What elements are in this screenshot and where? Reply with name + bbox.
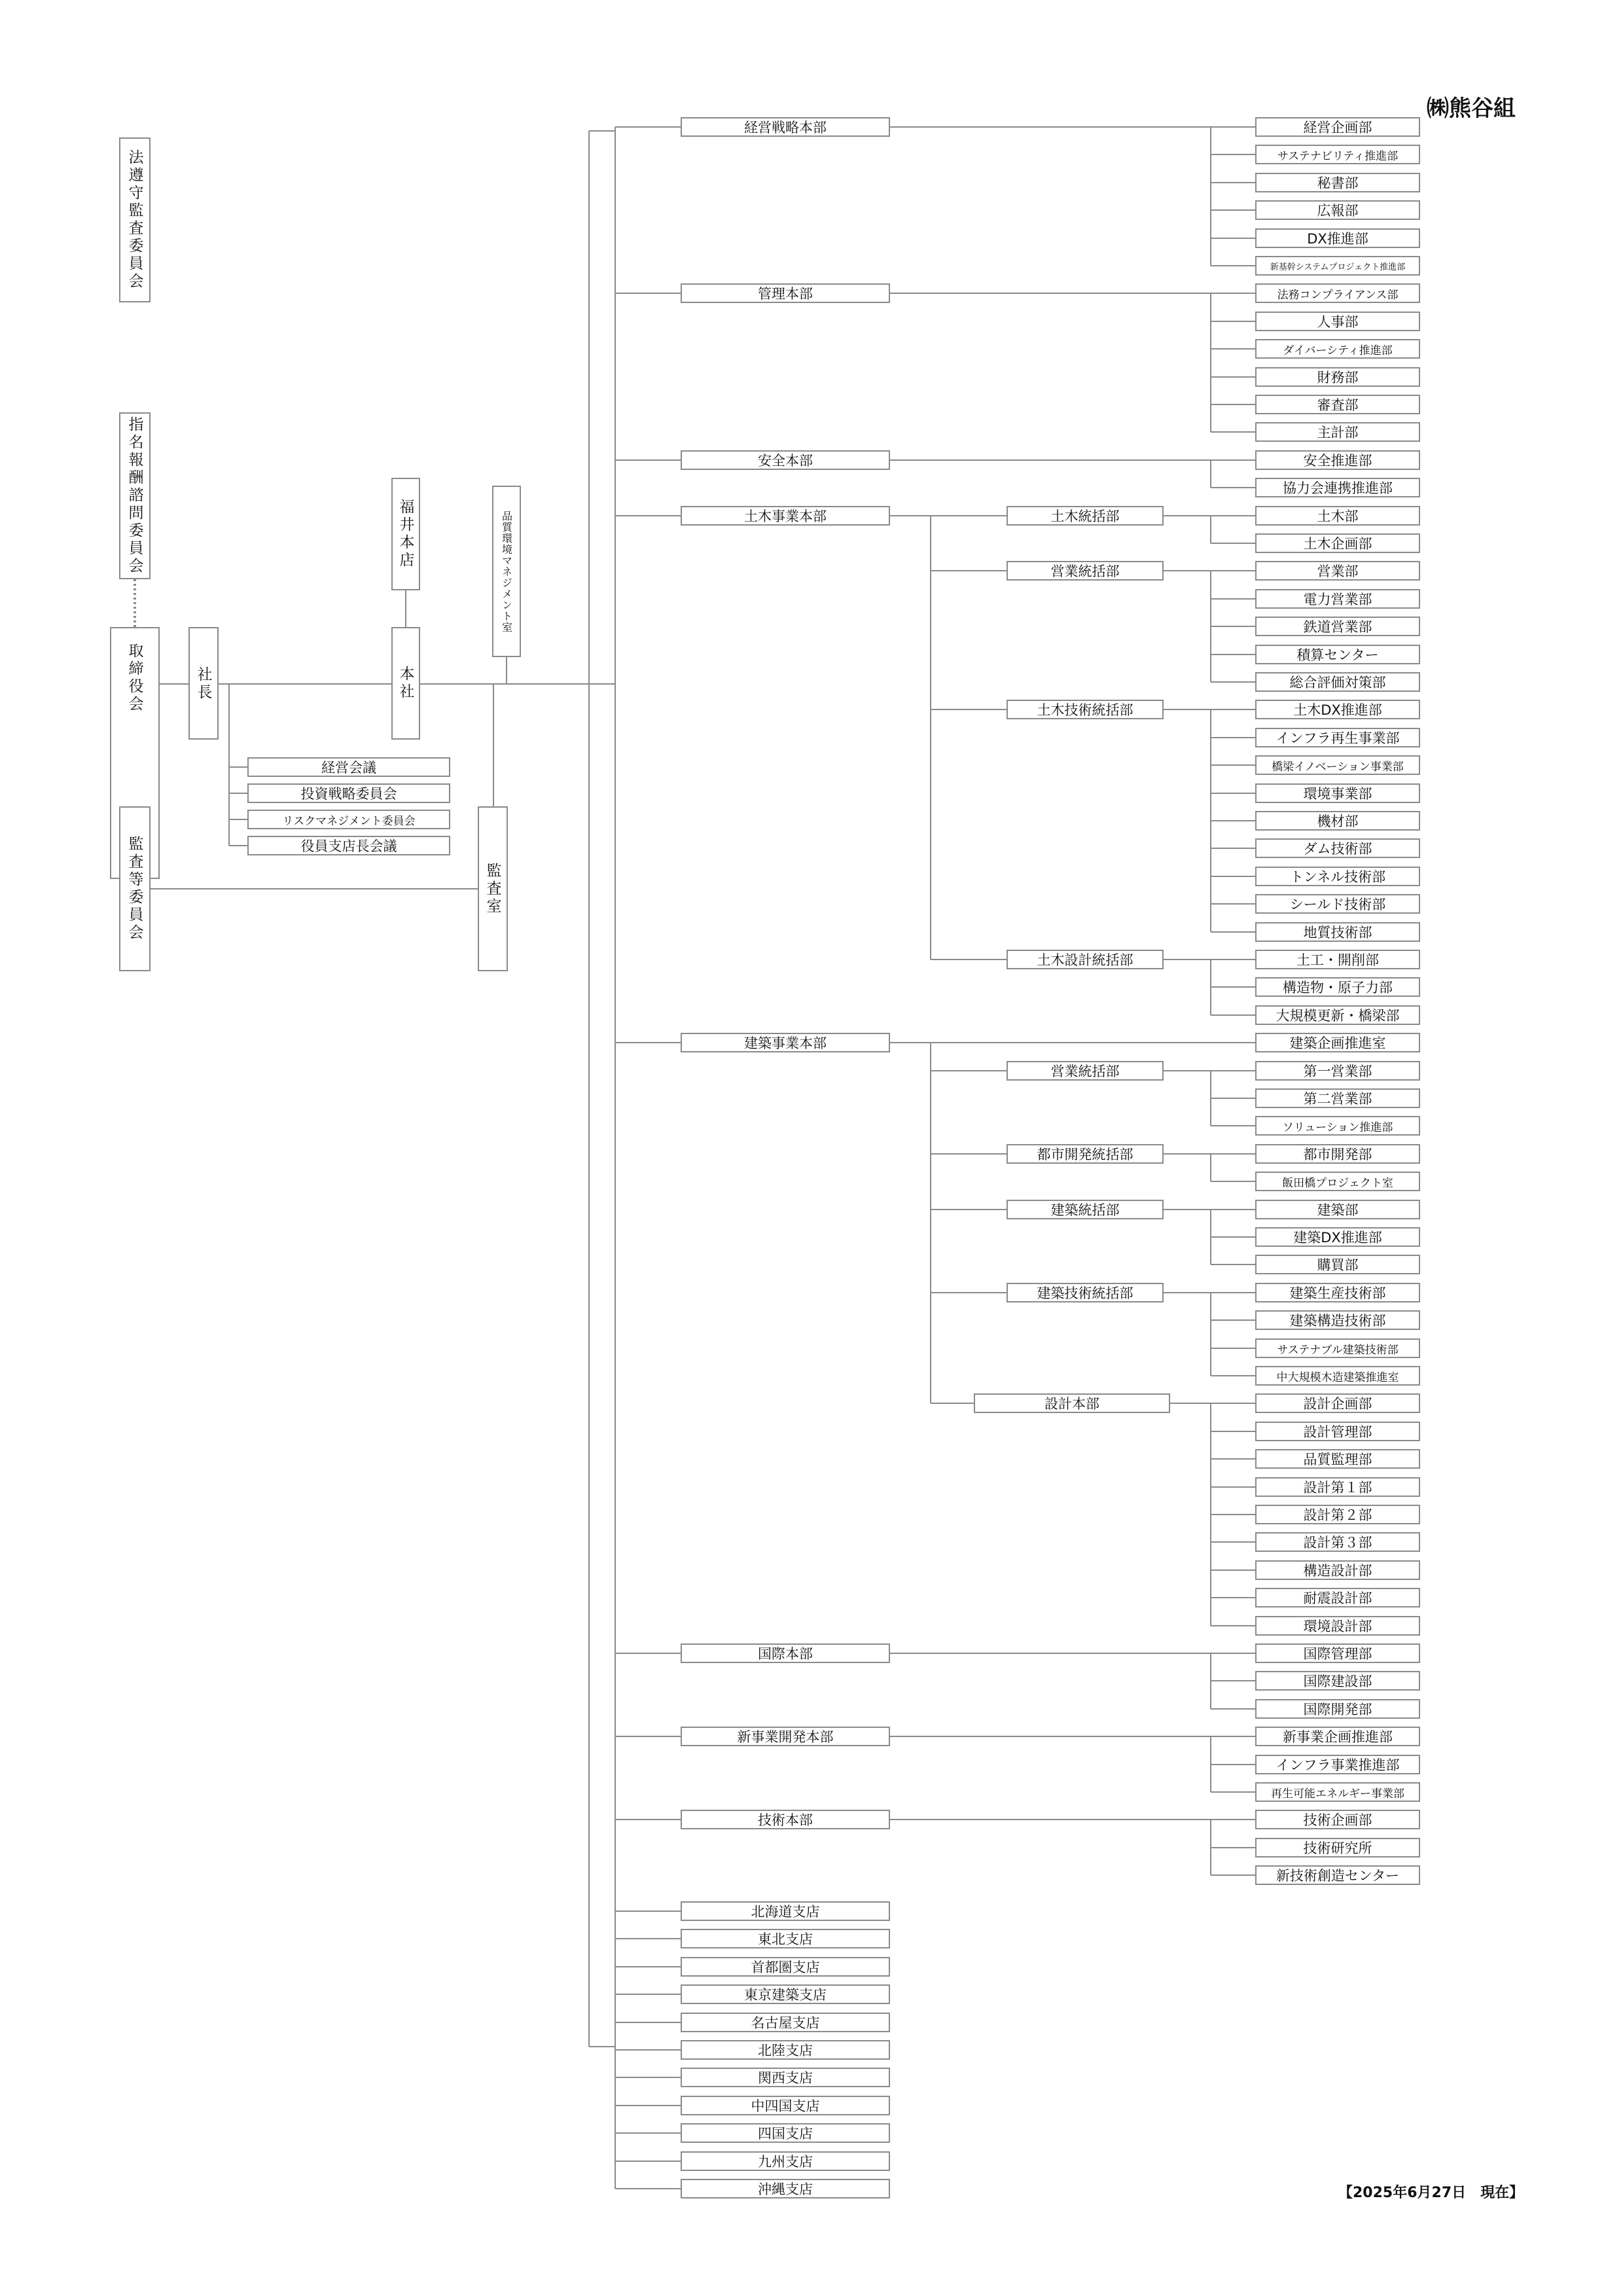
department-box: サステナビリティ推進部 bbox=[1255, 145, 1420, 164]
department-box: 国際開発部 bbox=[1255, 1699, 1420, 1719]
department-box: 環境設計部 bbox=[1255, 1616, 1420, 1636]
division-box: 土木設計統括部 bbox=[1007, 950, 1164, 969]
branch-box: 名古屋支店 bbox=[681, 2013, 890, 2032]
compliance-audit-committee: 法遵守監査委員会 bbox=[119, 137, 151, 302]
as-of-date: 【2025年6月27日 現在】 bbox=[1338, 2185, 1524, 2201]
department-box: 審査部 bbox=[1255, 395, 1420, 414]
branch-box: 北陸支店 bbox=[681, 2040, 890, 2060]
department-box: 設計第２部 bbox=[1255, 1505, 1420, 1524]
branch-box: 東京建築支店 bbox=[681, 1984, 890, 2004]
department-box: 中大規模木造建築推進室 bbox=[1255, 1366, 1420, 1386]
headquarters-box: 管理本部 bbox=[681, 283, 890, 303]
committee-box: 投資戦略委員会 bbox=[247, 783, 450, 803]
division-box: 土木技術統括部 bbox=[1007, 700, 1164, 719]
department-box: 総合評価対策部 bbox=[1255, 672, 1420, 692]
department-box: 耐震設計部 bbox=[1255, 1588, 1420, 1607]
head-office: 本社 bbox=[391, 627, 420, 740]
department-box: 広報部 bbox=[1255, 200, 1420, 220]
department-box: 安全推進部 bbox=[1255, 450, 1420, 470]
department-box: 主計部 bbox=[1255, 422, 1420, 442]
department-box: 営業部 bbox=[1255, 561, 1420, 581]
department-box: ダム技術部 bbox=[1255, 838, 1420, 858]
department-box: 地質技術部 bbox=[1255, 922, 1420, 942]
department-box: 国際建設部 bbox=[1255, 1671, 1420, 1691]
department-box: 建築DX推進部 bbox=[1255, 1227, 1420, 1247]
department-box: 購買部 bbox=[1255, 1255, 1420, 1274]
department-box: 再生可能エネルギー事業部 bbox=[1255, 1782, 1420, 1802]
nomination-remuneration-committee: 指名報酬諮問委員会 bbox=[119, 412, 151, 579]
division-box: 建築技術統括部 bbox=[1007, 1283, 1164, 1302]
department-box: 大規模更新・橋梁部 bbox=[1255, 1005, 1420, 1025]
department-box: インフラ再生事業部 bbox=[1255, 728, 1420, 747]
division-box: 設計本部 bbox=[974, 1393, 1170, 1413]
president-label: 社長 bbox=[194, 666, 212, 702]
headquarters-box: 土木事業本部 bbox=[681, 506, 890, 526]
president bbox=[188, 627, 219, 740]
board-of-directors-label: 取締役会 bbox=[126, 643, 143, 713]
division-box: 建築統括部 bbox=[1007, 1200, 1164, 1219]
headquarters-box: 建築事業本部 bbox=[681, 1033, 890, 1052]
headquarters-box: 技術本部 bbox=[681, 1810, 890, 1829]
department-box: ダイバーシティ推進部 bbox=[1255, 339, 1420, 359]
branch-box: 関西支店 bbox=[681, 2068, 890, 2087]
committee-box: 役員支店長会議 bbox=[247, 836, 450, 855]
division-box: 都市開発統括部 bbox=[1007, 1144, 1164, 1164]
department-box: 財務部 bbox=[1255, 367, 1420, 387]
department-box: 設計管理部 bbox=[1255, 1422, 1420, 1441]
department-box: 電力営業部 bbox=[1255, 589, 1420, 609]
audit-supervisory-committee: 監査等委員会 bbox=[119, 806, 151, 971]
department-box: 人事部 bbox=[1255, 312, 1420, 331]
department-box: 土木DX推進部 bbox=[1255, 700, 1420, 719]
department-box: インフラ事業推進部 bbox=[1255, 1755, 1420, 1774]
department-box: 橋梁イノベーション事業部 bbox=[1255, 755, 1420, 775]
department-box: 建築生産技術部 bbox=[1255, 1283, 1420, 1302]
committee-box: リスクマネジメント委員会 bbox=[247, 810, 450, 829]
headquarters-box: 安全本部 bbox=[681, 450, 890, 470]
department-box: 新基幹システムプロジェクト推進部 bbox=[1255, 256, 1420, 276]
department-box: 設計企画部 bbox=[1255, 1393, 1420, 1413]
headquarters-box: 新事業開発本部 bbox=[681, 1727, 890, 1746]
department-box: 第二営業部 bbox=[1255, 1088, 1420, 1108]
department-box: 環境事業部 bbox=[1255, 783, 1420, 803]
department-box: 建築企画推進室 bbox=[1255, 1033, 1420, 1052]
branch-box: 九州支店 bbox=[681, 2151, 890, 2171]
department-box: 鉄道営業部 bbox=[1255, 617, 1420, 636]
department-box: 法務コンプライアンス部 bbox=[1255, 283, 1420, 303]
department-box: 機材部 bbox=[1255, 811, 1420, 831]
division-box: 営業統括部 bbox=[1007, 1061, 1164, 1081]
department-box: 建築構造技術部 bbox=[1255, 1310, 1420, 1330]
branch-box: 中四国支店 bbox=[681, 2096, 890, 2115]
department-box: 土工・開削部 bbox=[1255, 950, 1420, 969]
fukui-head-office: 福井本店 bbox=[391, 478, 420, 590]
department-box: 新技術創造センター bbox=[1255, 1865, 1420, 1885]
department-box: 技術企画部 bbox=[1255, 1810, 1420, 1829]
department-box: 構造設計部 bbox=[1255, 1560, 1420, 1580]
department-box: サステナブル建築技術部 bbox=[1255, 1338, 1420, 1358]
department-box: 都市開発部 bbox=[1255, 1144, 1420, 1164]
company-name: ㈱熊谷組 bbox=[1427, 96, 1516, 122]
headquarters-box: 国際本部 bbox=[681, 1643, 890, 1663]
department-box: 国際管理部 bbox=[1255, 1643, 1420, 1663]
department-box: 飯田橋プロジェクト室 bbox=[1255, 1172, 1420, 1191]
department-box: 土木企画部 bbox=[1255, 533, 1420, 553]
department-box: 秘書部 bbox=[1255, 173, 1420, 192]
department-box: DX推進部 bbox=[1255, 228, 1420, 248]
branch-box: 沖縄支店 bbox=[681, 2179, 890, 2198]
branch-box: 東北支店 bbox=[681, 1929, 890, 1948]
department-box: 建築部 bbox=[1255, 1200, 1420, 1219]
department-box: 経営企画部 bbox=[1255, 117, 1420, 137]
department-box: 土木部 bbox=[1255, 506, 1420, 526]
department-box: 設計第１部 bbox=[1255, 1477, 1420, 1497]
department-box: 新事業企画推進部 bbox=[1255, 1727, 1420, 1746]
department-box: 積算センター bbox=[1255, 645, 1420, 664]
department-box: ソリューション推進部 bbox=[1255, 1116, 1420, 1136]
department-box: 設計第３部 bbox=[1255, 1532, 1420, 1552]
department-box: 構造物・原子力部 bbox=[1255, 977, 1420, 997]
department-box: 技術研究所 bbox=[1255, 1838, 1420, 1857]
branch-box: 北海道支店 bbox=[681, 1901, 890, 1921]
division-box: 土木統括部 bbox=[1007, 506, 1164, 526]
quality-environment-management-office: 品質環境マネジメント室 bbox=[492, 486, 521, 657]
branch-box: 首都圏支店 bbox=[681, 1957, 890, 1977]
committee-box: 経営会議 bbox=[247, 757, 450, 777]
department-box: 第一営業部 bbox=[1255, 1061, 1420, 1081]
department-box: 協力会連携推進部 bbox=[1255, 478, 1420, 497]
branch-box: 四国支店 bbox=[681, 2123, 890, 2143]
audit-office: 監査室 bbox=[478, 806, 508, 971]
headquarters-box: 経営戦略本部 bbox=[681, 117, 890, 137]
department-box: シールド技術部 bbox=[1255, 894, 1420, 914]
department-box: トンネル技術部 bbox=[1255, 867, 1420, 886]
department-box: 品質監理部 bbox=[1255, 1449, 1420, 1469]
division-box: 営業統括部 bbox=[1007, 561, 1164, 581]
